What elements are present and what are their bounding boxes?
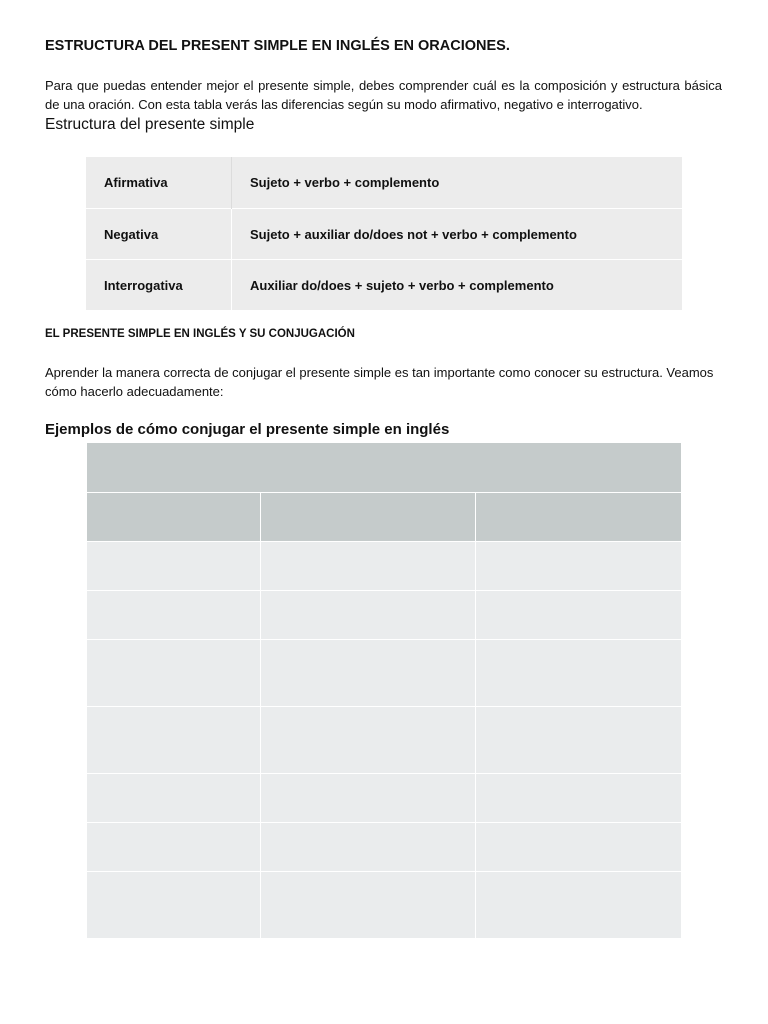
table-cell — [261, 640, 476, 707]
table-cell — [476, 707, 682, 774]
examples-heading: Ejemplos de cómo conjugar el presente simple en inglés — [45, 421, 450, 438]
mode-cell: Interrogativa — [86, 260, 232, 311]
table-cell — [87, 823, 261, 872]
table-row — [87, 774, 682, 823]
table-row — [87, 591, 682, 640]
table-cell — [261, 774, 476, 823]
table-cell — [87, 774, 261, 823]
table-cell — [87, 707, 261, 774]
conjugation-heading: EL PRESENTE SIMPLE EN INGLÉS Y SU CONJUGACIÓN — [45, 328, 355, 340]
table-cell — [261, 707, 476, 774]
table-cell — [476, 640, 682, 707]
table-row — [87, 823, 682, 872]
mode-cell: Negativa — [86, 209, 232, 260]
table-cell — [261, 542, 476, 591]
table-row — [86, 157, 682, 209]
intro-paragraph: Para que puedas entender mejor el presente simple, debes comprender cuál es la composición y estructura básica de una oración. Con esta tabla verás las diferencias según su modo afirmativo, negativo e interrogativo. — [45, 78, 722, 112]
table-cell — [261, 872, 476, 939]
table-row — [87, 872, 682, 939]
table-cell — [87, 542, 261, 591]
table-cell — [476, 542, 682, 591]
table-cell — [476, 493, 682, 542]
table-row — [86, 260, 682, 311]
structure-subtitle: Estructura del presente simple — [45, 116, 255, 133]
table-cell — [261, 823, 476, 872]
table-row — [87, 542, 682, 591]
table-cell — [261, 591, 476, 640]
conjugation-paragraph: Aprender la manera correcta de conjugar el presente simple es tan importante como conocer su estructura. Veamos cómo hacerlo adecuadamente: — [45, 365, 714, 399]
table-cell — [476, 823, 682, 872]
table-row — [87, 640, 682, 707]
table-header-row — [87, 443, 682, 493]
mode-cell: Afirmativa — [104, 175, 168, 190]
formula-cell: Auxiliar do/does + sujeto + verbo + complemento — [232, 260, 683, 311]
table-cell — [261, 493, 476, 542]
table-cell — [87, 872, 261, 939]
table-cell — [476, 774, 682, 823]
document-title: ESTRUCTURA DEL PRESENT SIMPLE EN INGLÉS EN ORACIONES. — [45, 38, 510, 54]
table-row — [87, 707, 682, 774]
table-header-cell — [87, 443, 682, 493]
formula-cell: Sujeto + verbo + complemento — [232, 157, 683, 209]
examples-table — [86, 442, 682, 939]
table-cell — [476, 591, 682, 640]
table-cell — [87, 640, 261, 707]
table-cell — [476, 872, 682, 939]
table-cell — [87, 591, 261, 640]
structure-table — [86, 157, 682, 310]
table-row — [86, 209, 682, 260]
formula-cell: Sujeto + auxiliar do/does not + verbo + complemento — [232, 209, 683, 260]
table-subheader-row — [87, 493, 682, 542]
table-cell — [87, 493, 261, 542]
